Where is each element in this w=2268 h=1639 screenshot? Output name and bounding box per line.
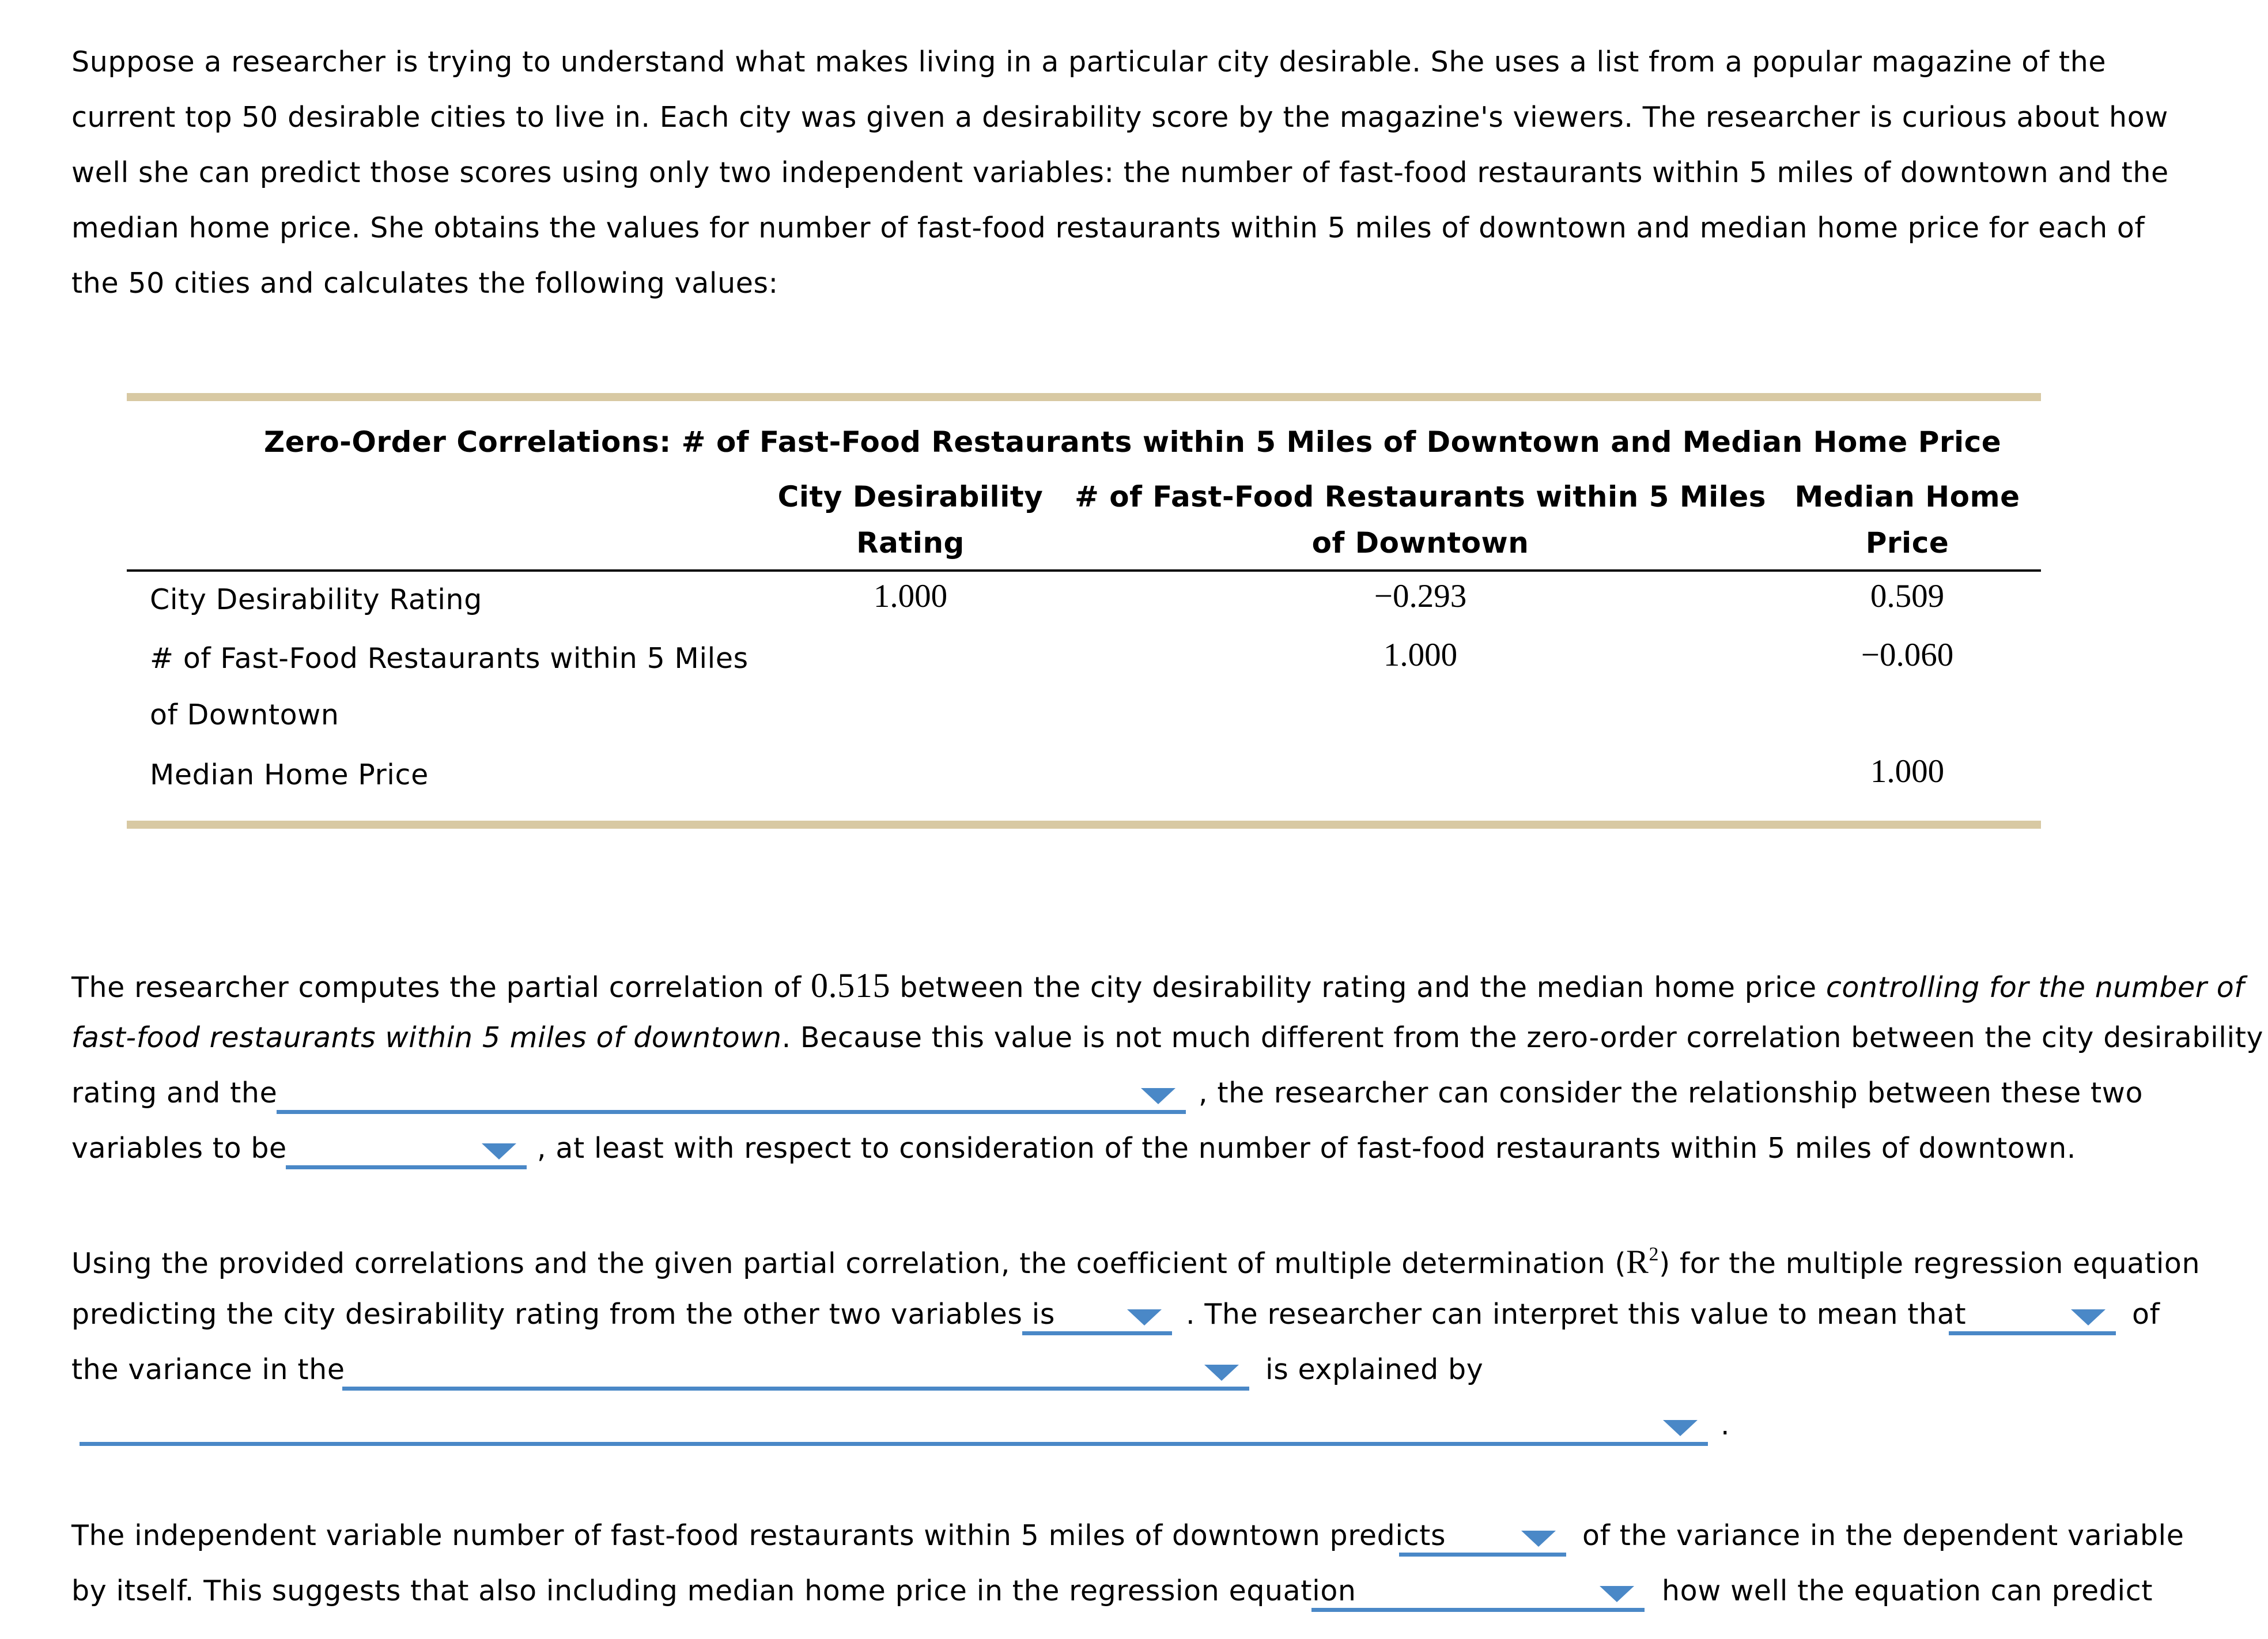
p3-line-3b: is explained by <box>1265 1353 1484 1386</box>
table-cell: 0.509 <box>1870 578 1945 614</box>
col-header-city-desirability: City Desirability Rating <box>777 480 1044 560</box>
dropdown-fast-food-variance[interactable] <box>1399 1520 1566 1557</box>
p2-line-4a: variables to be <box>71 1132 287 1165</box>
dropdown-relationship-type[interactable] <box>286 1133 527 1169</box>
p3-line-3a: the variance in the <box>71 1353 345 1386</box>
dropdown-variance-percent[interactable] <box>1949 1299 2116 1335</box>
table-header-rule <box>127 569 2041 572</box>
row-label: # of Fast-Food Restaurants within 5 Miles <box>150 642 749 675</box>
row-label: City Desirability Rating <box>150 583 482 616</box>
table-caption: Zero-Order Correlations: # of Fast-Food Restaurants within 5 Miles of Downtown and Median Home Price <box>264 425 2002 459</box>
dropdown-r-squared-value[interactable] <box>1022 1299 1172 1335</box>
p4-line-2a: by itself. This suggests that also including median home price in the regression equation <box>71 1574 1356 1607</box>
p3-line-4-end: . <box>1721 1408 1730 1441</box>
p3-line-2b: . The researcher can interpret this value to mean that <box>1186 1298 1967 1331</box>
partial-correlation-value: 0.515 <box>811 966 891 1004</box>
p3-line-2a: predicting the city desirability rating from the other two variables is <box>71 1298 1055 1331</box>
table-top-rule <box>127 393 2041 401</box>
table-cell: 1.000 <box>1383 637 1458 673</box>
row-label: Median Home Price <box>150 758 429 791</box>
table-cell: −0.293 <box>1374 578 1467 614</box>
chevron-down-icon <box>1127 1309 1162 1325</box>
chevron-down-icon <box>1600 1586 1634 1602</box>
p2-line-4b: , at least with respect to consideration of the number of fast-food restaurants within 5 miles of downtown. <box>537 1132 2076 1165</box>
dropdown-compared-variable[interactable] <box>277 1078 1186 1114</box>
col-header-fast-food: # of Fast-Food Restaurants within 5 Miles of Downtown <box>1074 480 1767 560</box>
chevron-down-icon <box>482 1143 516 1160</box>
chevron-down-icon <box>2071 1309 2106 1325</box>
chevron-down-icon <box>1141 1088 1175 1104</box>
dropdown-improvement[interactable] <box>1311 1576 1645 1612</box>
p3-line-2c: of <box>2132 1298 2160 1331</box>
chevron-down-icon <box>1663 1420 1698 1436</box>
p2-line-2: fast-food restaurants within 5 miles of downtown. Because this value is not much different from the zero-order correlation between the city desirability <box>71 1021 2264 1054</box>
p2-line-1: The researcher computes the partial correlation of 0.515 between the city desirability rating and the median home price controlling for the number of <box>71 966 2245 1004</box>
intro-paragraph: Suppose a researcher is trying to understand what makes living in a particular city desirable. She uses a list from a popular magazine of the current top 50 desirable cities to live in. Each city was given a desirability score by the magazine's viewers. The researcher is curious about how well she can predict those scores using only two independent variables: the number of fast-food restaurants within 5 miles of downtown and the median home price. She obtains the values for number of fast-food restaurants within 5 miles of downtown and median home price for each of the 50 cities and calculates the following values: <box>71 46 2169 300</box>
table-cell: 1.000 <box>873 578 948 614</box>
p4-line-2b: how well the equation can predict <box>1662 1574 2153 1607</box>
p4-line-1b: of the variance in the dependent variable <box>1582 1519 2184 1552</box>
col-header-median-home-price: Median Home Price <box>1794 480 2020 560</box>
chevron-down-icon <box>1521 1531 1556 1547</box>
table-cell: 1.000 <box>1870 753 1945 790</box>
dropdown-dependent-variable[interactable] <box>342 1354 1249 1391</box>
table-cell: −0.060 <box>1861 637 1954 673</box>
p2-line-3b: , the researcher can consider the relationship between these two <box>1199 1077 2144 1109</box>
p4-line-1a: The independent variable number of fast-food restaurants within 5 miles of downtown predicts <box>71 1519 1446 1552</box>
p3-line-1: Using the provided correlations and the given partial correlation, the coefficient of multiple determination $(R^2)$ for the multiple regression equation <box>71 1243 2201 1281</box>
p2-line-3a: rating and the <box>71 1077 278 1109</box>
dropdown-explanatory-variables[interactable] <box>80 1410 1708 1446</box>
table-bottom-rule <box>127 821 2041 829</box>
chevron-down-icon <box>1204 1365 1239 1381</box>
row-label-cont: of Downtown <box>150 698 339 731</box>
